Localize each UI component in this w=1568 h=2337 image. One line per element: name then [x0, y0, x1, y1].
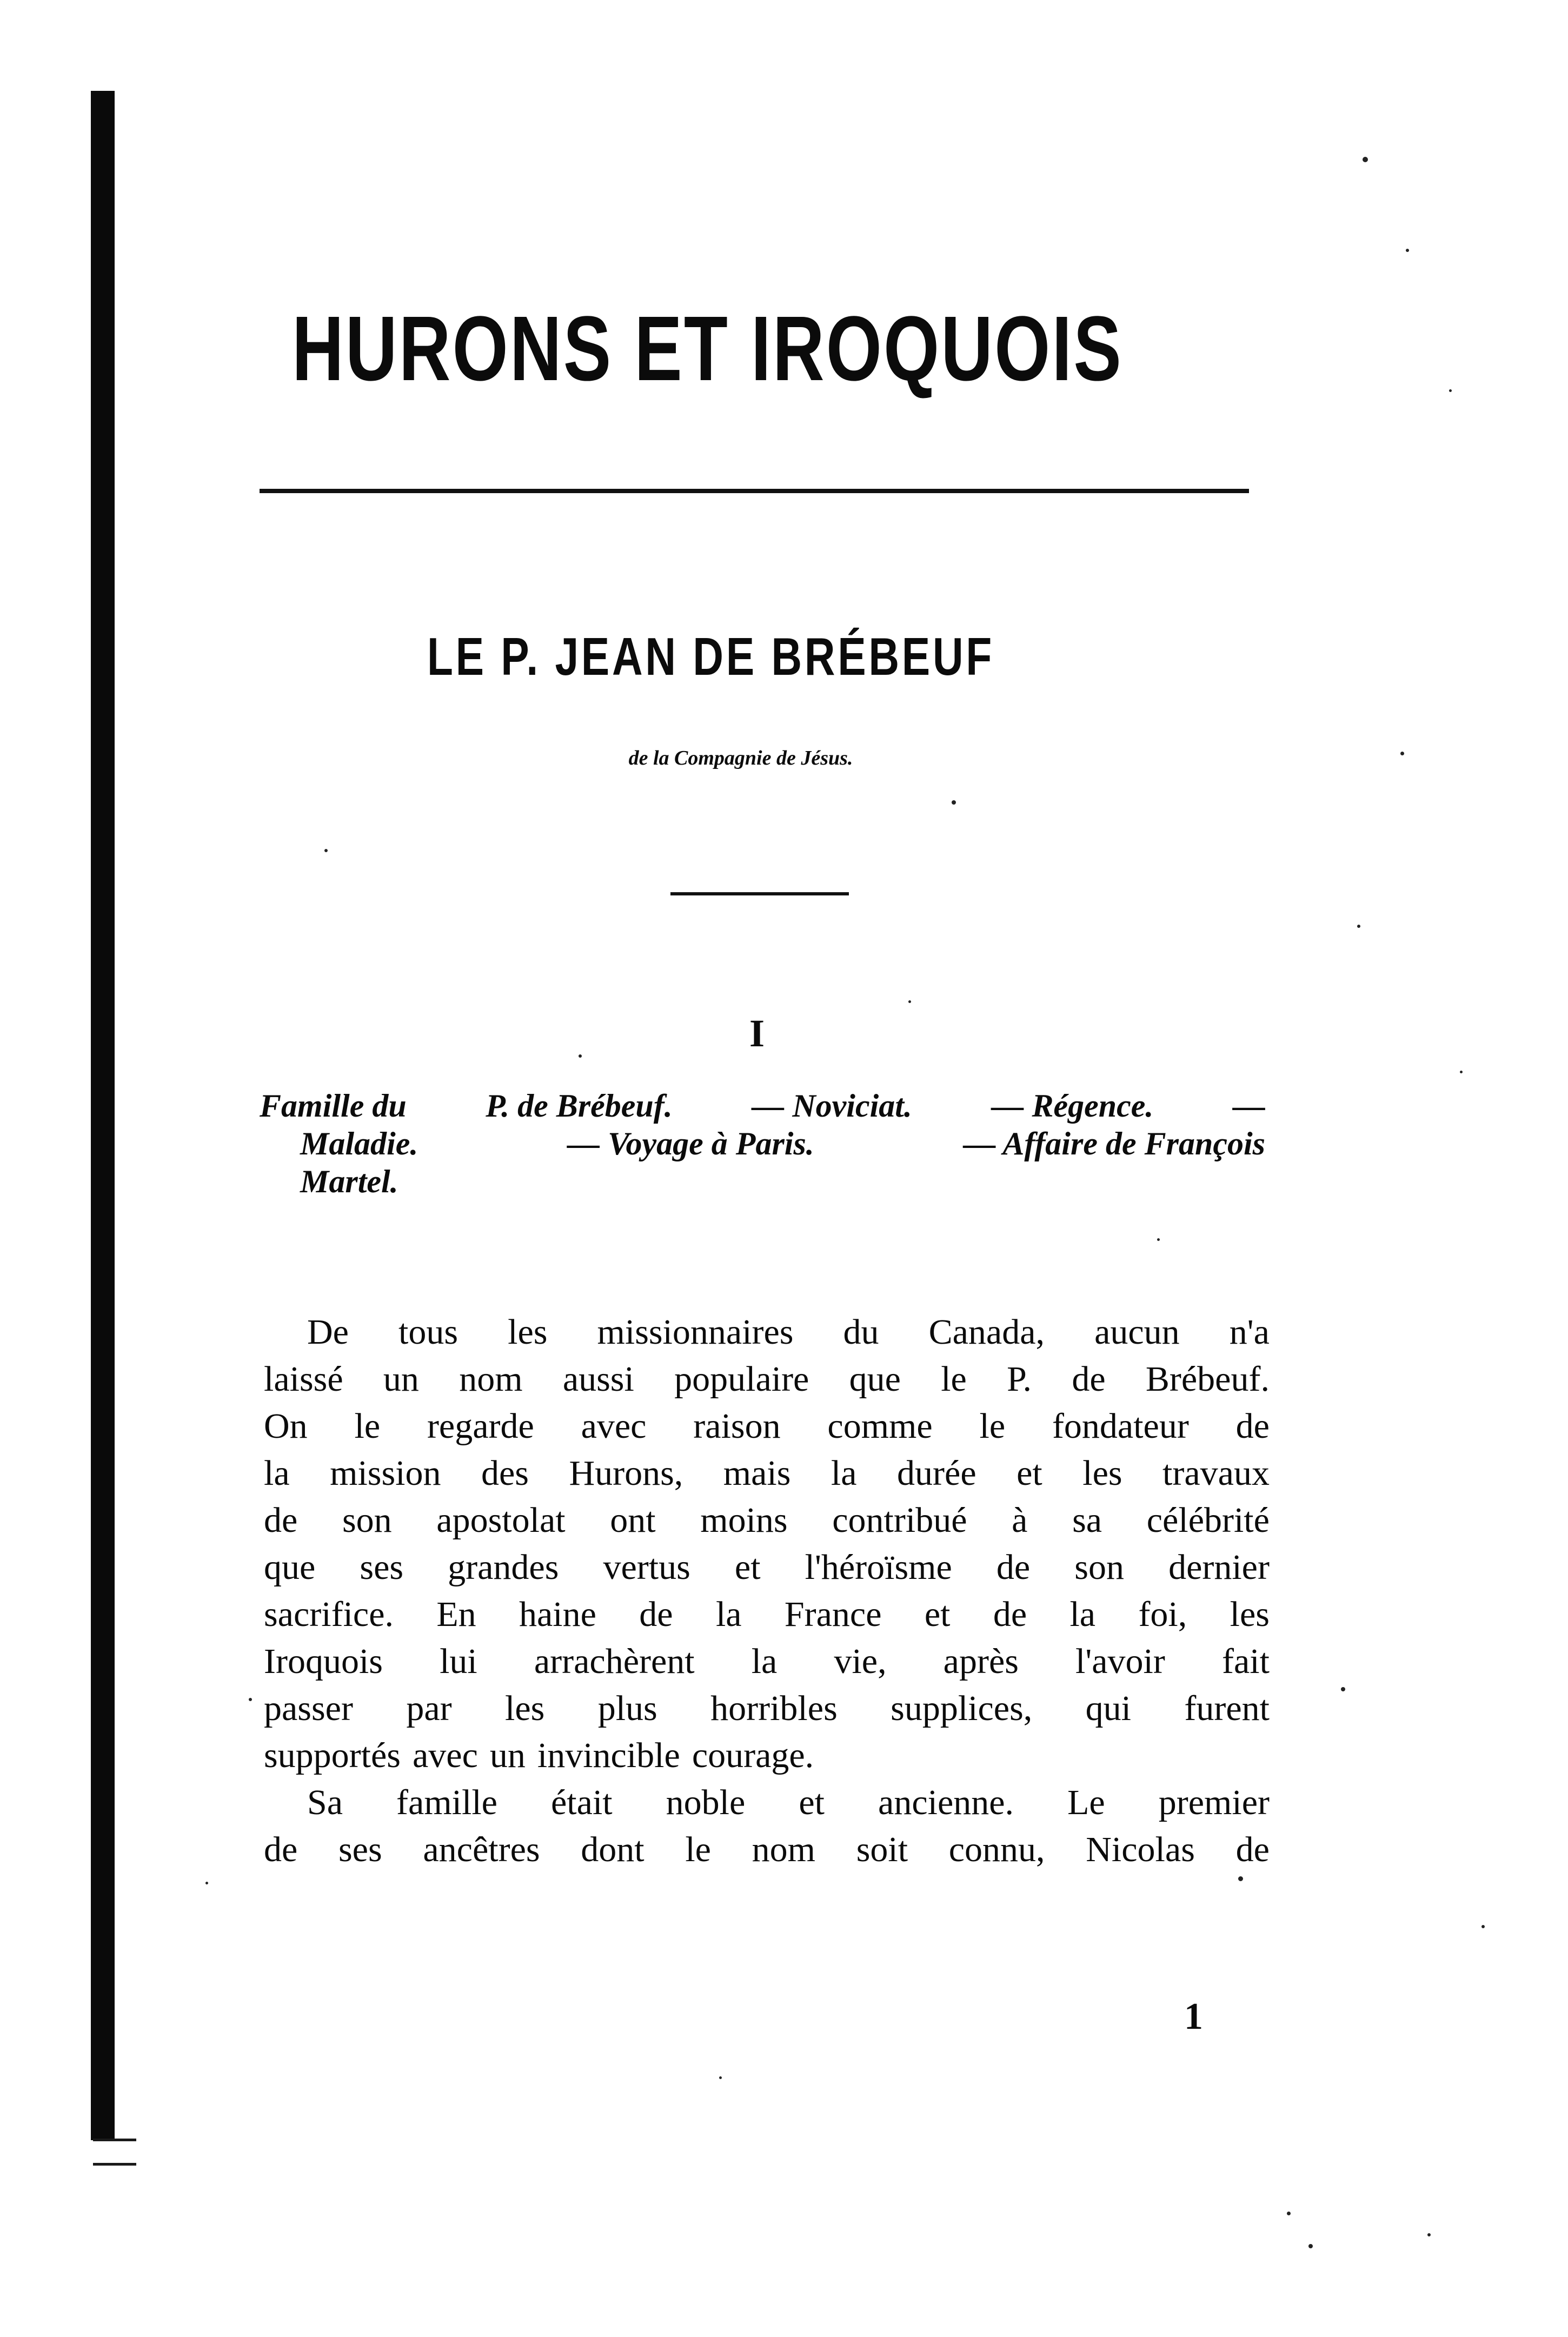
- ink-speck: [1287, 2212, 1291, 2215]
- word: grandes: [448, 1548, 559, 1587]
- word: invincible: [537, 1736, 680, 1775]
- summary-line: [260, 1125, 1265, 1163]
- word: un: [383, 1359, 419, 1399]
- text-line: [264, 1544, 1270, 1591]
- word: sacrifice.: [264, 1595, 394, 1634]
- word: et: [799, 1783, 825, 1822]
- word: sa: [1072, 1501, 1102, 1540]
- ink-speck: [908, 1000, 911, 1003]
- summary-segment: — Régence.: [991, 1088, 1154, 1124]
- word: En: [436, 1595, 476, 1634]
- word: supplices,: [891, 1689, 1033, 1728]
- word: ancienne.: [878, 1783, 1014, 1822]
- text-line: [264, 1309, 1270, 1356]
- word: et: [734, 1548, 761, 1587]
- word: nom: [459, 1359, 523, 1399]
- word: vie,: [834, 1642, 887, 1681]
- word: dont: [581, 1830, 645, 1869]
- word: de: [264, 1501, 298, 1540]
- word: travaux: [1162, 1453, 1270, 1493]
- word: l'héroïsme: [805, 1548, 952, 1587]
- word: durée: [897, 1453, 976, 1493]
- summary-segment: — Noviciat.: [752, 1088, 912, 1124]
- word: famille: [396, 1783, 497, 1822]
- word: P.: [1007, 1359, 1032, 1399]
- summary-segment: Martel.: [300, 1164, 398, 1199]
- ink-speck: [249, 1698, 252, 1701]
- word: populaire: [674, 1359, 809, 1399]
- word: du: [843, 1312, 879, 1352]
- chapter-summary: [260, 1087, 1265, 1200]
- word: Brébeuf.: [1145, 1359, 1270, 1399]
- word: le: [354, 1406, 381, 1446]
- word: les: [508, 1312, 548, 1352]
- ink-speck: [205, 1882, 208, 1884]
- word: Le: [1067, 1783, 1105, 1822]
- text-line: [264, 1732, 1270, 1779]
- word: comme: [827, 1406, 933, 1446]
- summary-segment: —: [1232, 1088, 1265, 1124]
- word: de: [264, 1830, 298, 1869]
- ink-speck: [1341, 1687, 1345, 1691]
- word: que: [264, 1548, 316, 1587]
- word: à: [1012, 1501, 1028, 1540]
- word: Nicolas: [1086, 1830, 1195, 1869]
- word: apostolat: [436, 1501, 566, 1540]
- text-line: [264, 1685, 1270, 1732]
- chapter-number: I: [749, 1012, 765, 1055]
- word: premier: [1158, 1783, 1270, 1822]
- word: fait: [1221, 1642, 1270, 1681]
- binding-mark: [93, 2163, 136, 2166]
- word: de: [1072, 1359, 1106, 1399]
- ink-speck: [1157, 1238, 1160, 1241]
- word: que: [849, 1359, 901, 1399]
- text-line: [264, 1497, 1270, 1544]
- ink-speck: [1400, 752, 1404, 755]
- word: n'a: [1229, 1312, 1270, 1352]
- word: de: [1235, 1406, 1270, 1446]
- word: On: [264, 1406, 308, 1446]
- chapter-subject: LE P. JEAN DE BRÉBEUF: [427, 627, 995, 686]
- word: Sa: [307, 1783, 343, 1822]
- word: et: [1016, 1453, 1042, 1493]
- word: qui: [1085, 1689, 1132, 1728]
- word: connu,: [948, 1830, 1045, 1869]
- text-line: [264, 1638, 1270, 1685]
- word: l'avoir: [1075, 1642, 1165, 1681]
- word: de: [1235, 1830, 1270, 1869]
- ink-speck: [719, 2076, 722, 2079]
- ink-speck: [1460, 1071, 1463, 1073]
- body-paragraphs: [264, 1309, 1270, 1873]
- word: son: [342, 1501, 392, 1540]
- text-line: [264, 1779, 1270, 1826]
- word: la: [715, 1595, 742, 1634]
- word: missionnaires: [597, 1312, 794, 1352]
- word: soit: [856, 1830, 908, 1869]
- word: foi,: [1138, 1595, 1187, 1634]
- word: moins: [700, 1501, 788, 1540]
- binding-mark: [93, 2139, 136, 2141]
- word: de: [993, 1595, 1027, 1634]
- summary-segment: Maladie.: [300, 1126, 418, 1161]
- ink-speck: [1238, 1876, 1243, 1881]
- ink-speck: [579, 1054, 582, 1058]
- word: ses: [338, 1830, 382, 1869]
- word: arrachèrent: [534, 1642, 695, 1681]
- ink-speck: [1427, 2233, 1431, 2236]
- word: supportés: [264, 1736, 401, 1775]
- word: regarde: [427, 1406, 534, 1446]
- word: et: [924, 1595, 951, 1634]
- text-line: [264, 1403, 1270, 1450]
- word: mission: [330, 1453, 441, 1493]
- word: Canada,: [928, 1312, 1045, 1352]
- word: contribué: [832, 1501, 967, 1540]
- word: nom: [752, 1830, 815, 1869]
- word: aussi: [562, 1359, 634, 1399]
- word: fondateur: [1052, 1406, 1189, 1446]
- word: de: [996, 1548, 1031, 1587]
- ornament-rule: [670, 892, 849, 895]
- text-line: [264, 1356, 1270, 1403]
- ink-speck: [1449, 389, 1452, 392]
- ink-speck: [1357, 925, 1360, 928]
- word: le: [979, 1406, 1006, 1446]
- word: le: [685, 1830, 711, 1869]
- word: dernier: [1168, 1548, 1270, 1587]
- word: était: [551, 1783, 613, 1822]
- word: la: [751, 1642, 778, 1681]
- word: horribles: [710, 1689, 838, 1728]
- ink-speck: [324, 849, 328, 852]
- summary-line: [260, 1163, 1265, 1200]
- text-line: [264, 1826, 1270, 1873]
- title-rule: [260, 489, 1249, 493]
- ink-speck: [1481, 1925, 1485, 1928]
- summary-segment: Famille du: [260, 1088, 407, 1124]
- word: De: [307, 1312, 349, 1352]
- society-line: de la Compagnie de Jésus.: [628, 747, 853, 769]
- ink-speck: [1363, 157, 1368, 162]
- word: les: [1082, 1453, 1122, 1493]
- word: la: [830, 1453, 857, 1493]
- summary-line: [260, 1087, 1265, 1125]
- word: un: [489, 1736, 526, 1775]
- word: après: [943, 1642, 1019, 1681]
- word: Iroquois: [264, 1642, 383, 1681]
- word: ses: [360, 1548, 404, 1587]
- word: de: [639, 1595, 673, 1634]
- word: plus: [597, 1689, 657, 1728]
- word: les: [505, 1689, 545, 1728]
- word: célébrité: [1146, 1501, 1270, 1540]
- word: furent: [1184, 1689, 1270, 1728]
- word: Hurons,: [569, 1453, 683, 1493]
- book-title: HURONS ET IROQUOIS: [292, 297, 1123, 400]
- word: France: [784, 1595, 882, 1634]
- ink-speck: [1308, 2244, 1313, 2248]
- binding-edge: [91, 91, 115, 2140]
- word: raison: [693, 1406, 781, 1446]
- word: ancêtres: [423, 1830, 540, 1869]
- word: des: [481, 1453, 529, 1493]
- word: son: [1074, 1548, 1124, 1587]
- word: vertus: [603, 1548, 690, 1587]
- word: tous: [398, 1312, 459, 1352]
- word: ont: [610, 1501, 656, 1540]
- summary-segment: P. de Brébeuf.: [486, 1088, 673, 1124]
- word: les: [1230, 1595, 1270, 1634]
- summary-segment: — Voyage à Paris.: [567, 1126, 814, 1161]
- ink-speck: [952, 800, 956, 805]
- page-number: 1: [1184, 1996, 1203, 2037]
- word: mais: [723, 1453, 791, 1493]
- word: aucun: [1094, 1312, 1180, 1352]
- word: lui: [440, 1642, 477, 1681]
- word: par: [406, 1689, 452, 1728]
- word: noble: [666, 1783, 746, 1822]
- word: le: [941, 1359, 967, 1399]
- text-line: [264, 1591, 1270, 1638]
- text-line: [264, 1450, 1270, 1497]
- word: avec: [581, 1406, 647, 1446]
- word: passer: [264, 1689, 353, 1728]
- summary-segment: — Affaire de François: [963, 1126, 1265, 1161]
- word: courage.: [692, 1736, 814, 1775]
- word: la: [1069, 1595, 1096, 1634]
- ink-speck: [1406, 249, 1409, 252]
- word: avec: [412, 1736, 478, 1775]
- word: haine: [519, 1595, 596, 1634]
- word: la: [264, 1453, 290, 1493]
- word: laissé: [264, 1359, 343, 1399]
